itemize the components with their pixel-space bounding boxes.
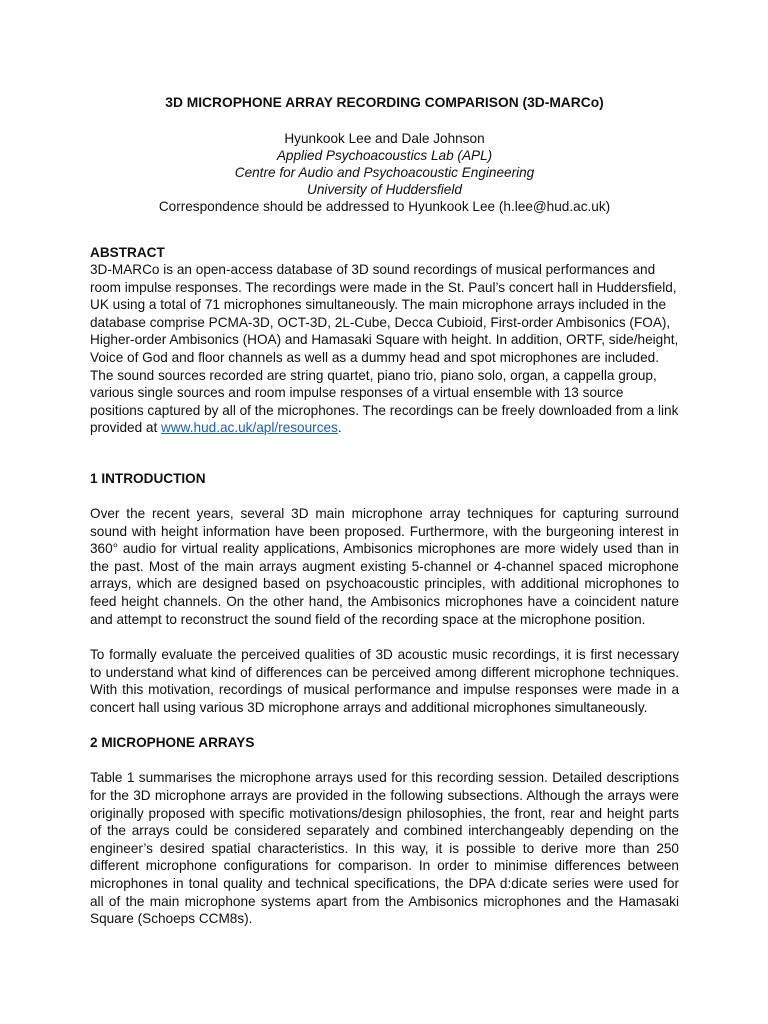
paper-title: 3D MICROPHONE ARRAY RECORDING COMPARISON (3D-MARCo): [165, 95, 604, 110]
affiliation-centre: Centre for Audio and Psychoacoustic Engineering: [234, 165, 535, 180]
author-names: Hyunkook Lee and Dale Johnson: [284, 131, 485, 146]
affiliation-university: University of Huddersfield: [307, 182, 462, 197]
introduction-paragraph-1: Over the recent years, several 3D main microphone array techniques for capturing surround sound with height information have been proposed. Furthermore, with the burgeoning interest in 360° audio for virtual reality applications, Ambisonics microphones are more widely used than in the past. Most of the main arrays augment existing 5-channel or 4-channel spaced microphone arrays, which are designed based on psychoacoustic principles, with additional microphones to feed height channels. On the other hand, the Ambisonics microphones have a coincident nature and attempt to reconstruct the sound field of the recording space at the microphone position.: [90, 505, 679, 627]
microphone-arrays-paragraph-1: Table 1 summarises the microphone arrays used for this recording session. Detailed descriptions for the 3D microphone arrays are provided in the following subsections. Although the arrays were originally proposed with specific motivations/design philosophies, the front, rear and height parts of the arrays could be considered separately and combined interchangeably depending on the engineer’s desired spatial characteristics. In this way, it is possible to derive more than 250 different microphone configurations for comparison. In order to minimise differences between microphones in tonal quality and technical specifications, the DPA d:dicate series were used for all of the main microphone systems apart from the Ambisonics microphones and the Hamasaki Square (Schoeps CCM8s).: [90, 770, 679, 927]
introduction-paragraph-2: To formally evaluate the perceived qualities of 3D acoustic music recordings, it is first necessary to understand what kind of differences can be perceived among different microphone techniques. With this motivation, recordings of musical performance and impulse responses were made in a concert hall using various 3D microphone arrays and additional microphones simultaneously.: [90, 647, 679, 715]
abstract-heading: ABSTRACT: [90, 245, 165, 260]
abstract-paragraph: [90, 261, 679, 437]
paper-page: [90, 94, 679, 928]
author-block: [90, 130, 679, 215]
resources-link[interactable]: www.hud.ac.uk/apl/resources: [161, 420, 338, 436]
affiliation-lab: Applied Psychoacoustics Lab (APL): [276, 148, 493, 163]
abstract-end: .: [337, 420, 342, 436]
abstract-text: 3D-MARCo is an open-access database of 3D sound recordings of musical performances and room impulse responses. The recordings were made in the St. Paul’s concert hall in Huddersfield, UK using a total of 71 microphones simultaneously. The main microphone arrays included in the database comprise PCMA-3D, OCT-3D, 2L-Cube, Decca Cubioid, First-order Ambisonics (FOA), Higher-order Ambisonics (HOA) and Hamasaki Square with height. In addition, ORTF, side/height, Voice of God and floor channels as well as a dummy head and spot microphones are included. The sound sources recorded are string quartet, piano trio, piano solo, organ, a cappella group, various single sources and room impulse responses of a virtual ensemble with 13 source positions captured by all of the microphones. The recordings can be freely downloaded from a link provided at: [90, 262, 679, 436]
introduction-heading: 1 INTRODUCTION: [90, 470, 206, 486]
microphone-arrays-heading: 2 MICROPHONE ARRAYS: [90, 735, 255, 751]
correspondence-line: Correspondence should be addressed to Hyunkook Lee (h.lee@hud.ac.uk): [158, 199, 611, 214]
